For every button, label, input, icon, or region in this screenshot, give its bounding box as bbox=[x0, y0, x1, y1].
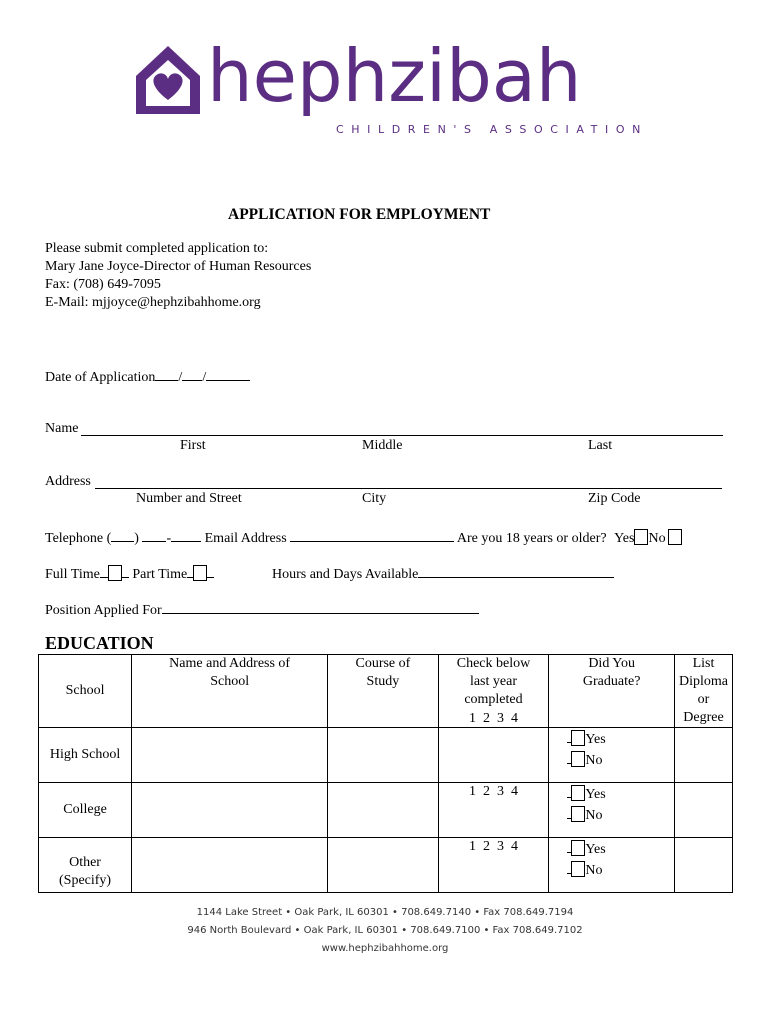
age-question: Are you 18 years or older? bbox=[456, 531, 607, 546]
footer-line-1: 1144 Lake Street • Oak Park, IL 60301 • 708.649.7140 • Fax 708.649.7194 bbox=[196, 907, 574, 918]
footer-website[interactable]: www.hephzibahhome.org bbox=[321, 943, 449, 954]
name-last-caption: Last bbox=[588, 438, 613, 453]
other-diploma-cell[interactable] bbox=[675, 838, 733, 893]
header-course: Course of Study bbox=[328, 655, 438, 728]
house-heart-icon bbox=[132, 44, 204, 116]
high-school-years-cell[interactable]: 1 2 3 4 bbox=[438, 728, 549, 783]
hours-field[interactable] bbox=[418, 563, 614, 578]
college-no-checkbox[interactable] bbox=[571, 806, 585, 822]
header-last-year: Check below last year completed bbox=[438, 655, 549, 728]
part-time-checkbox[interactable] bbox=[193, 565, 207, 581]
submit-line-3: Fax: (708) 649-7095 bbox=[45, 277, 161, 292]
other-course-cell[interactable] bbox=[328, 838, 438, 893]
age-yes-label: Yes bbox=[614, 531, 635, 546]
employment-row bbox=[45, 563, 214, 583]
high-school-name-cell[interactable] bbox=[132, 728, 328, 783]
row-label-high-school: High School bbox=[39, 728, 132, 783]
date-year-field[interactable] bbox=[206, 366, 250, 381]
other-yes-checkbox[interactable] bbox=[571, 840, 585, 856]
email-label: Email Address bbox=[204, 531, 287, 546]
education-heading: EDUCATION bbox=[45, 633, 154, 653]
address-zip-caption: Zip Code bbox=[588, 491, 641, 506]
logo-wordmark: hephzibah bbox=[207, 34, 582, 118]
row-label-college: College bbox=[39, 783, 132, 838]
name-first-caption: First bbox=[180, 438, 206, 453]
college-graduate-cell: Yes No bbox=[549, 783, 675, 838]
date-day-field[interactable] bbox=[182, 366, 202, 381]
position-row bbox=[45, 599, 479, 619]
high-school-course-cell[interactable] bbox=[328, 728, 438, 783]
date-month-field[interactable] bbox=[155, 366, 178, 381]
table-row bbox=[39, 838, 733, 893]
hours-row bbox=[272, 563, 614, 583]
college-course-cell[interactable] bbox=[328, 783, 438, 838]
other-name-cell[interactable] bbox=[132, 838, 328, 893]
email-field[interactable] bbox=[290, 527, 454, 542]
college-yes-checkbox[interactable] bbox=[571, 785, 585, 801]
other-years-cell[interactable]: 1 2 3 4 bbox=[438, 838, 549, 893]
part-time-label: Part Time bbox=[132, 567, 188, 582]
age-yes-checkbox[interactable] bbox=[634, 529, 648, 545]
page-title: APPLICATION FOR EMPLOYMENT bbox=[228, 206, 491, 223]
row-label-other: Other (Specify) bbox=[39, 838, 132, 893]
telephone-row: Telephone ( ) - Email Address Are you 18 years or older? Yes No bbox=[45, 527, 682, 547]
full-time-label: Full Time bbox=[45, 567, 100, 582]
submit-line-2: Mary Jane Joyce-Director of Human Resources bbox=[45, 259, 312, 274]
area-code-field[interactable] bbox=[111, 527, 134, 542]
phone-number-field[interactable] bbox=[171, 527, 201, 542]
telephone-label: Telephone ( bbox=[45, 531, 112, 546]
logo-subtitle: CHILDREN'S ASSOCIATION bbox=[336, 123, 648, 136]
high-school-graduate-cell: Yes No bbox=[549, 728, 675, 783]
submit-line-1: Please submit completed application to: bbox=[45, 241, 269, 256]
phone-prefix-field[interactable] bbox=[142, 527, 166, 542]
education-header-row bbox=[39, 655, 733, 728]
other-no-checkbox[interactable] bbox=[571, 861, 585, 877]
name-field[interactable] bbox=[81, 421, 723, 436]
address-street-caption: Number and Street bbox=[136, 491, 242, 506]
college-name-cell[interactable] bbox=[132, 783, 328, 838]
header-name-address: Name and Address of School bbox=[132, 655, 328, 728]
address-field[interactable] bbox=[95, 474, 722, 489]
date-of-application: Date of Application / / bbox=[45, 366, 250, 386]
age-no-checkbox[interactable] bbox=[668, 529, 682, 545]
address-city-caption: City bbox=[362, 491, 387, 506]
header-school: School bbox=[39, 655, 132, 728]
full-time-checkbox[interactable] bbox=[108, 565, 122, 581]
high-school-no-checkbox[interactable] bbox=[571, 751, 585, 767]
name-middle-caption: Middle bbox=[362, 438, 403, 453]
position-field[interactable] bbox=[162, 599, 479, 614]
college-diploma-cell[interactable] bbox=[675, 783, 733, 838]
header-diploma: List Diploma or Degree bbox=[675, 655, 733, 728]
table-row bbox=[39, 783, 733, 838]
high-school-yes-checkbox[interactable] bbox=[571, 730, 585, 746]
age-no-label: No bbox=[648, 531, 666, 546]
position-label: Position Applied For bbox=[45, 603, 162, 618]
header-graduate: Did You Graduate? bbox=[549, 655, 675, 728]
date-label: Date of Application bbox=[45, 370, 156, 385]
table-row bbox=[39, 728, 733, 783]
name-label: Name bbox=[45, 421, 79, 436]
college-years-cell[interactable]: 1 2 3 4 bbox=[438, 783, 549, 838]
footer-line-2: 946 North Boulevard • Oak Park, IL 60301 • 708.649.7100 • Fax 708.649.7102 bbox=[187, 925, 583, 936]
hours-label: Hours and Days Available bbox=[272, 567, 419, 582]
high-school-diploma-cell[interactable] bbox=[675, 728, 733, 783]
education-table bbox=[38, 654, 733, 893]
submit-line-4: E-Mail: mjjoyce@hephzibahhome.org bbox=[45, 295, 261, 310]
other-graduate-cell: Yes No bbox=[549, 838, 675, 893]
address-label: Address bbox=[45, 474, 91, 489]
